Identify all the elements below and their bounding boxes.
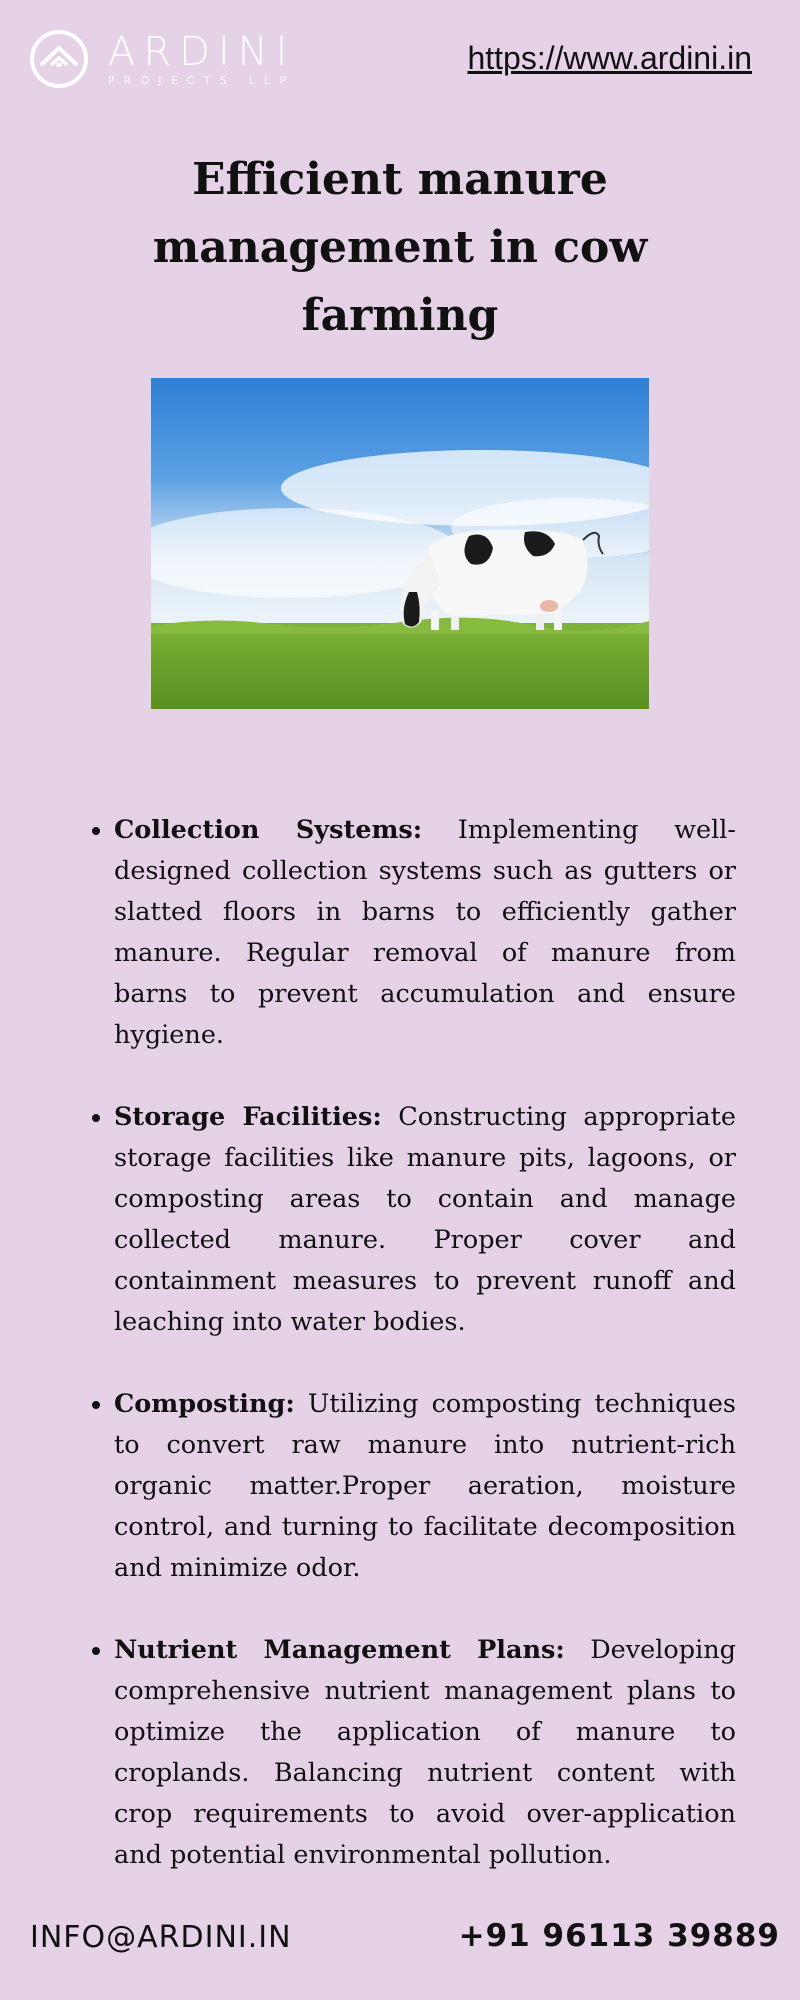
- list-item: [114, 1384, 736, 1589]
- bullet-text: Implementing well-designed collection systems such as gutters or slatted floors in barns to efficiently gather manure. Regular removal of manure from barns to prevent accumulation and ensure hygiene.: [114, 815, 736, 1050]
- logo-brand: ARDINI: [108, 29, 296, 75]
- house-in-circle-icon: [28, 28, 90, 90]
- bullet-heading: Collection Systems:: [114, 815, 423, 845]
- logo-subtitle: PROJECTS LLP: [108, 75, 296, 87]
- bullet-heading: Composting:: [114, 1389, 295, 1419]
- bullet-text: Utilizing composting techniques to convert raw manure into nutrient-rich organic matter.Proper aeration, moisture control, and turning to facilitate decomposition and minimize odor.: [114, 1389, 736, 1583]
- footer-email-link[interactable]: INFO@ARDINI.IN: [30, 1920, 292, 1955]
- bullet-text: Developing comprehensive nutrient management plans to optimize the application of manure to croplands. Balancing nutrient content with crop requirements to avoid over-application and potential environmental pollution.: [114, 1635, 736, 1870]
- list-item: [114, 1097, 736, 1343]
- header: [0, 0, 800, 120]
- ardini-logo[interactable]: [28, 26, 298, 92]
- footer-phone-link[interactable]: +91 96113 39889: [458, 1918, 780, 1954]
- list-item: [114, 1630, 736, 1876]
- page-title: Efficient manure management in cow farming: [152, 154, 648, 341]
- bullet-text: Constructing appropriate storage facilities like manure pits, lagoons, or composting areas to contain and manage collected manure. Proper cover and containment measures to prevent runoff and leaching into water bodies.: [114, 1102, 737, 1337]
- list-item: [114, 810, 736, 1056]
- bullet-heading: Nutrient Management Plans:: [114, 1635, 565, 1665]
- bullet-list: [85, 810, 736, 1876]
- cow-grazing-photo: [151, 378, 649, 709]
- bullet-heading: Storage Facilities:: [114, 1102, 382, 1132]
- website-link[interactable]: https://www.ardini.in: [467, 40, 752, 76]
- content: [85, 810, 736, 1917]
- logo-text: [108, 31, 295, 87]
